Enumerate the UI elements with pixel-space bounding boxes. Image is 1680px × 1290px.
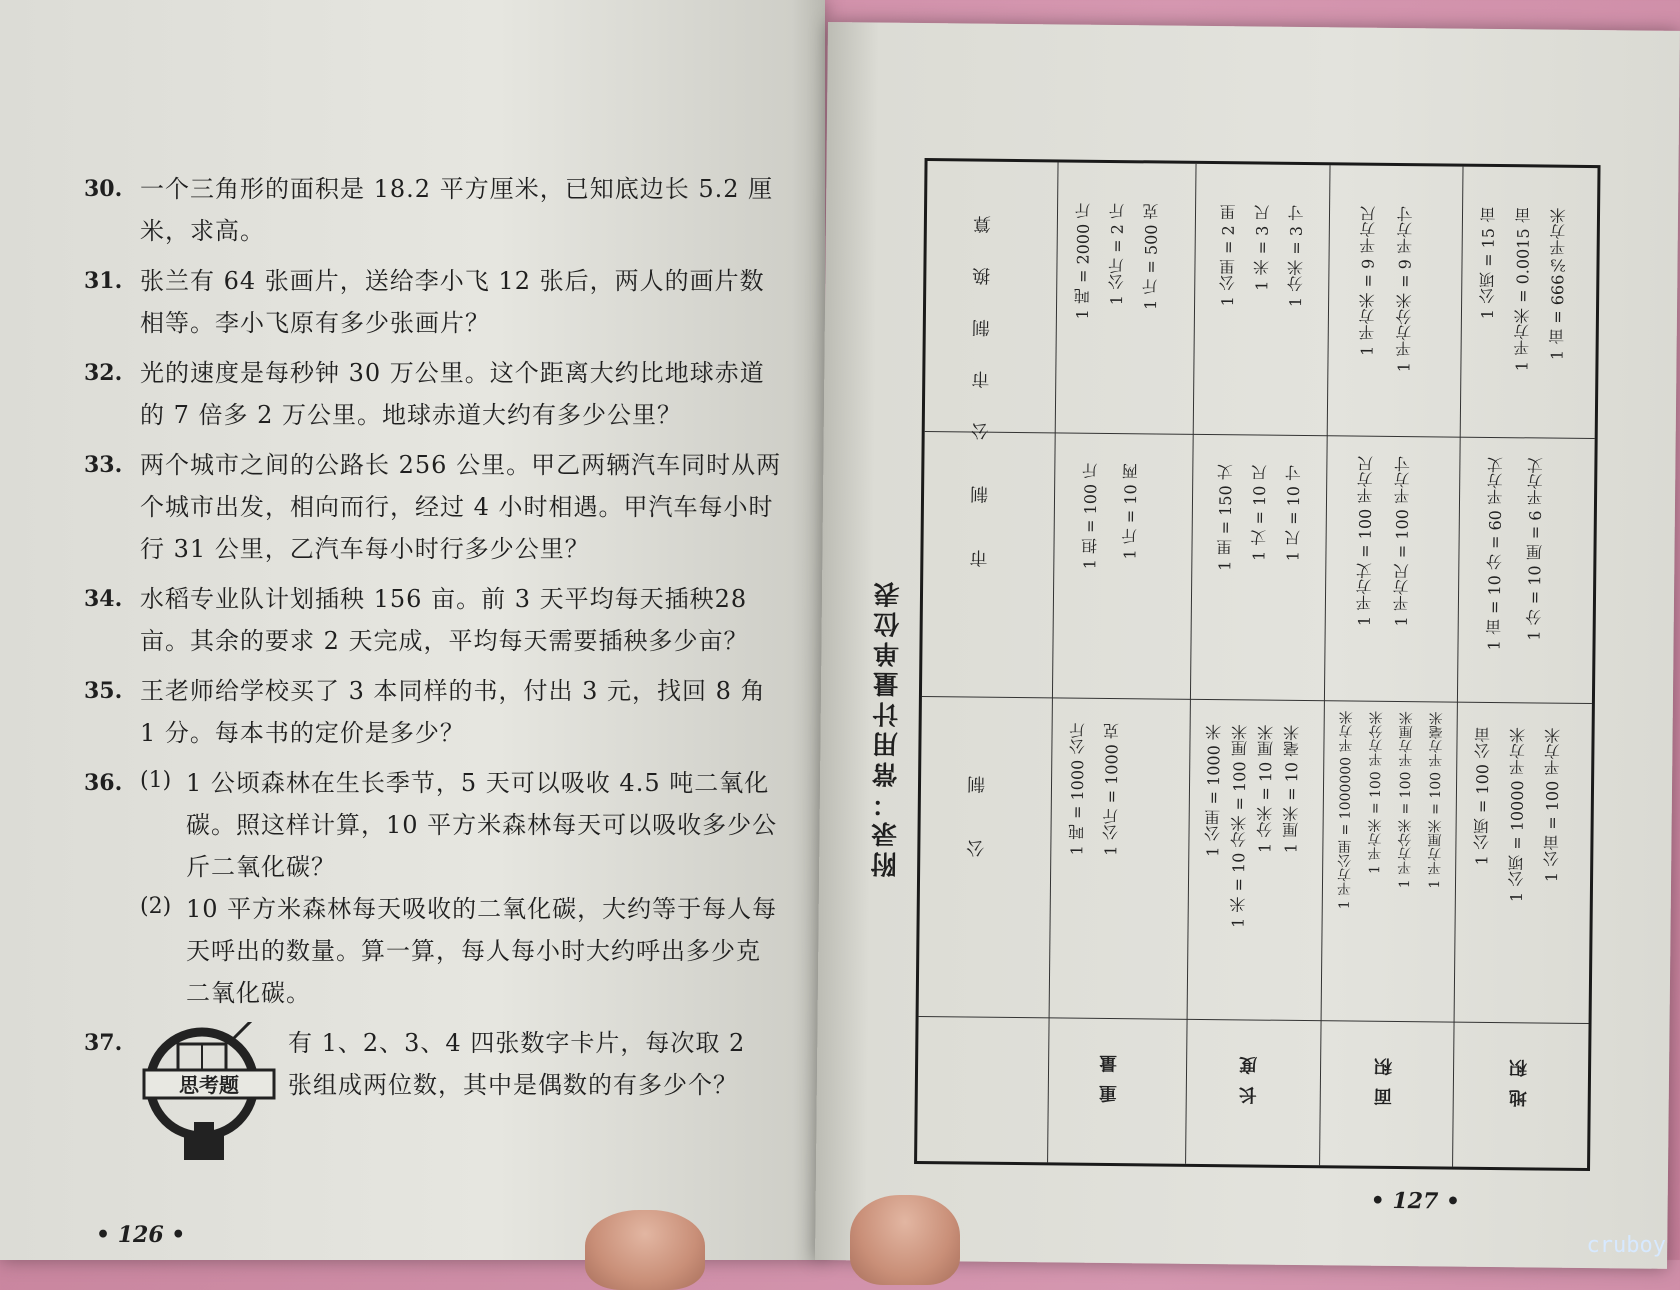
cell-land-market-1: 1 亩 = 10 分 = 60 平方丈 bbox=[1484, 456, 1506, 651]
problem-text: 水稻专业队计划插秧 156 亩。前 3 天平均每天插秧28亩。其余的要求 2 天完成，平均每天需要插秧多少亩？ bbox=[140, 585, 749, 655]
stamp-label: 思考题 bbox=[179, 1073, 239, 1097]
page-number: • 126 • bbox=[96, 1222, 186, 1248]
part-label: (1) bbox=[140, 768, 172, 793]
cell-length-conv-1: 1 公里 = 2 里 bbox=[1218, 204, 1239, 307]
cell-area-market-1: 1 平方丈 = 100 平方尺 bbox=[1354, 455, 1376, 627]
cell-land-conv-3: 1 亩 = 666⅔平方米 bbox=[1547, 207, 1569, 361]
header-conversion: 公 市 制 换 算 bbox=[970, 201, 995, 441]
unit-table-container bbox=[871, 158, 1594, 1165]
cell-length-market-2: 1 丈 = 10 尺 bbox=[1249, 464, 1270, 561]
unit-table bbox=[914, 158, 1600, 1171]
cell-length-conv-3: 1 分米 = 3 寸 bbox=[1286, 204, 1307, 308]
table-divider bbox=[922, 696, 1592, 704]
part-text: 1 公顷森林在生长季节，5 天可以吸收 4.5 吨二氧化碳。照这样计算，10 平方米森林每天可以吸收多少公斤二氧化碳？ bbox=[186, 769, 778, 881]
problem-34 bbox=[84, 578, 784, 662]
part-text: 10 平方米森林每天吸收的二氧化碳，大约等于每人每天呼出的数量。算一算，每人每小时大约呼出多少克二氧化碳。 bbox=[186, 895, 778, 1007]
problem-32 bbox=[84, 352, 784, 436]
problem-31 bbox=[84, 260, 784, 344]
row-label-land: 地积 bbox=[1508, 1047, 1531, 1108]
problem-text: 张兰有 64 张画片，送给李小飞 12 张后，两人的画片数相等。李小飞原有多少张画片？ bbox=[140, 267, 765, 337]
part-label: (2) bbox=[140, 894, 172, 919]
header-market: 市 制 bbox=[969, 471, 992, 568]
thumb-left bbox=[585, 1210, 705, 1290]
cell-area-metric-2: 1 平方米 = 100 平方分米 bbox=[1367, 710, 1385, 875]
problem-number: 34. bbox=[84, 586, 123, 612]
cell-length-metric-3: 1 分米 = 10 厘米 bbox=[1255, 724, 1276, 854]
cell-length-market-1: 1 里 = 150 丈 bbox=[1215, 464, 1236, 571]
cell-land-conv-2: 1 平方米 = 0.0015 亩 bbox=[1512, 207, 1534, 372]
cell-land-conv-1: 1 公顷 = 15 亩 bbox=[1477, 206, 1499, 320]
cell-weight-market-2: 1 斤 = 10 两 bbox=[1120, 463, 1141, 560]
table-divider bbox=[1185, 164, 1196, 1164]
cell-length-metric-1: 1 公里 = 1000 米 bbox=[1203, 723, 1224, 857]
cell-length-metric-2: 1 米 = 10 分米 = 100 厘米 bbox=[1228, 724, 1250, 928]
thinking-problem-stamp-icon bbox=[140, 1022, 278, 1168]
row-label-area: 面积 bbox=[1373, 1045, 1396, 1106]
problem-list bbox=[84, 168, 784, 1176]
problem-number: 31. bbox=[84, 268, 123, 294]
row-label-weight: 重量 bbox=[1098, 1042, 1121, 1104]
problem-36-part-1 bbox=[140, 762, 784, 888]
problem-36 bbox=[84, 762, 784, 1014]
problem-text: 一个三角形的面积是 18.2 平方厘米，已知底边长 5.2 厘米，求高。 bbox=[140, 175, 774, 245]
problem-36-part-2 bbox=[140, 888, 784, 1014]
cell-length-conv-2: 1 米 = 3 尺 bbox=[1252, 204, 1273, 291]
cell-land-metric-2: 1 公顷 = 10000 平方米 bbox=[1506, 727, 1528, 903]
page-number: • 127 • bbox=[1370, 1187, 1461, 1215]
cell-weight-conv-1: 1 吨 = 2000 斤 bbox=[1072, 202, 1094, 320]
cell-area-metric-3: 1 平方分米 = 100 平方厘米 bbox=[1396, 711, 1415, 889]
cell-weight-metric-1: 1 吨 = 1000 公斤 bbox=[1067, 722, 1088, 856]
problem-33 bbox=[84, 444, 784, 570]
problem-30 bbox=[84, 168, 784, 252]
cell-weight-conv-2: 1 公斤 = 2 斤 bbox=[1107, 202, 1128, 306]
problem-number: 35. bbox=[84, 678, 123, 704]
cell-area-conv-1: 1 平方米 = 9 平方尺 bbox=[1357, 205, 1379, 356]
cell-weight-metric-2: 1 公斤 = 1000 克 bbox=[1101, 722, 1122, 856]
cell-land-market-2: 1 分 = 10 厘 = 6 平方丈 bbox=[1524, 457, 1546, 641]
cell-weight-conv-3: 1 斤 = 500 克 bbox=[1141, 203, 1162, 310]
problem-text: 两个城市之间的公路长 256 公里。甲乙两辆汽车同时从两个城市出发，相向而行，经过 4 小时相遇。甲汽车每小时行 31 公里，乙汽车每小时行多少公里？ bbox=[140, 451, 782, 563]
problem-text: 有 1、2、3、4 四张数字卡片，每次取 2 张组成两位数，其中是偶数的有多少个？ bbox=[288, 1029, 746, 1099]
left-page bbox=[0, 0, 825, 1260]
right-page bbox=[815, 22, 1680, 1269]
cell-area-conv-2: 1 平方分米 = 9 平方寸 bbox=[1394, 205, 1416, 373]
table-divider bbox=[1452, 167, 1463, 1167]
cell-weight-market-1: 1 担 = 100 斤 bbox=[1080, 462, 1101, 570]
table-divider bbox=[919, 1016, 1589, 1024]
cell-area-metric-1: 1 平方公里 = 1000000 平方米 bbox=[1336, 710, 1355, 910]
problem-number: 33. bbox=[84, 452, 123, 478]
cell-length-metric-4: 1 厘米 = 10 毫米 bbox=[1281, 724, 1302, 854]
cell-land-metric-1: 1 公顷 = 100 公亩 bbox=[1472, 726, 1493, 866]
cell-length-market-3: 1 尺 = 10 寸 bbox=[1283, 464, 1304, 562]
cell-area-market-2: 1 平方尺 = 100 平方寸 bbox=[1391, 455, 1413, 627]
table-divider bbox=[1319, 165, 1330, 1165]
cell-land-metric-3: 1 公亩 = 100 平方米 bbox=[1542, 727, 1563, 883]
appendix-title: 附录：常用计量单位表 bbox=[871, 577, 905, 878]
row-label-length: 长度 bbox=[1238, 1044, 1261, 1105]
problem-text: 光的速度是每秒钟 30 万公里。这个距离大约比地球赤道的 7 倍多 2 万公里。地球赤道大约有多少公里？ bbox=[140, 359, 765, 429]
problem-number: 37. bbox=[84, 1030, 123, 1056]
problem-number: 30. bbox=[84, 176, 123, 202]
problem-36-parts bbox=[140, 762, 784, 1014]
problem-text: 王老师给学校买了 3 本同样的书，付出 3 元，找回 8 角 1 分。每本书的定价是多少？ bbox=[140, 677, 766, 747]
table-divider bbox=[1047, 162, 1058, 1162]
thumb-right bbox=[850, 1195, 960, 1285]
header-metric: 公 制 bbox=[966, 761, 989, 858]
problem-37 bbox=[84, 1022, 784, 1168]
problem-number: 36. bbox=[84, 770, 123, 796]
table-divider bbox=[925, 431, 1595, 439]
problem-35 bbox=[84, 670, 784, 754]
problem-number: 32. bbox=[84, 360, 123, 386]
watermark: cruboy bbox=[1586, 1233, 1666, 1258]
cell-area-metric-4: 1 平方厘米 = 100 平方毫米 bbox=[1426, 711, 1445, 889]
